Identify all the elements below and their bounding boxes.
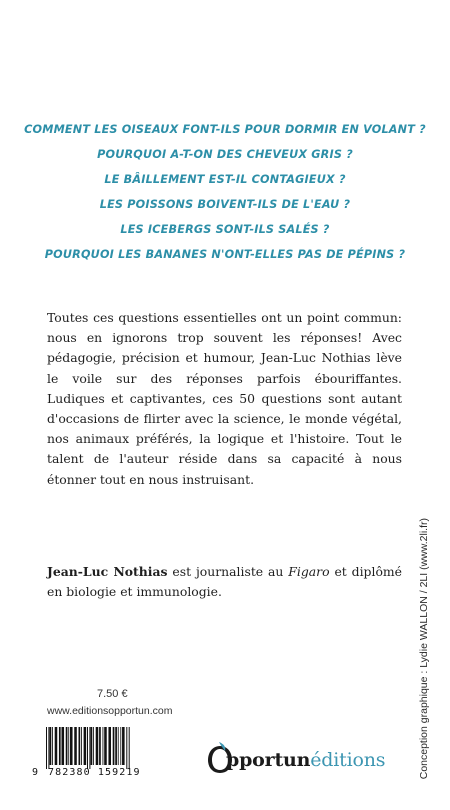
barcode-guard-bar bbox=[46, 727, 47, 769]
isbn-barcode bbox=[32, 725, 180, 780]
barcode-guard-bar bbox=[48, 727, 49, 769]
design-credit: Conception graphique : Lydie WALLON / 2LI (www.2li.fr) bbox=[418, 518, 430, 780]
barcode-bar bbox=[59, 727, 61, 765]
isbn-first-digit: 9 bbox=[32, 767, 39, 778]
question-1: COMMENT LES OISEAUX FONT-ILS POUR DORMIR EN VOLANT ? bbox=[24, 123, 426, 136]
question-list bbox=[20, 122, 430, 272]
barcode-bar bbox=[96, 727, 99, 765]
barcode-bar bbox=[70, 727, 73, 765]
question-6: POURQUOI LES BANANES N'ONT-ELLES PAS DE PÉPINS ? bbox=[44, 248, 406, 261]
barcode-bar bbox=[52, 727, 53, 765]
question-5: LES ICEBERGS SONT-ILS SALÉS ? bbox=[120, 223, 330, 236]
barcode-guard-bar bbox=[87, 727, 88, 769]
barcode-bar bbox=[118, 727, 119, 765]
barcode-bar bbox=[93, 727, 94, 765]
bio-text-after: et diplômé en biologie et immunologie. bbox=[47, 564, 402, 600]
barcode-bar bbox=[68, 727, 69, 765]
logo-wordmark bbox=[226, 749, 385, 771]
publisher-logo bbox=[206, 742, 391, 776]
barcode-bar bbox=[122, 727, 125, 765]
logo-wordmark-light: éditions bbox=[310, 749, 386, 771]
barcode-bar bbox=[120, 727, 121, 765]
author-name: Jean-Luc Nothias bbox=[47, 564, 168, 579]
barcode-bar bbox=[113, 727, 115, 765]
question-2: POURQUOI A-T-ON DES CHEVEUX GRIS ? bbox=[97, 148, 353, 161]
isbn-digits: 782380 159219 bbox=[48, 767, 141, 778]
barcode-bar bbox=[55, 727, 58, 765]
bio-text-before: est journaliste au bbox=[167, 564, 289, 579]
barcode-bar bbox=[103, 727, 104, 765]
barcode-bar bbox=[74, 727, 77, 765]
barcode-bar bbox=[84, 727, 87, 765]
barcode-bar bbox=[115, 727, 117, 765]
blurb-paragraph: Toutes ces questions essentielles ont un point commun: nous en ignorons trop souvent les réponses! Avec pédagogie, précision et humour, Jean-Luc Nothias lève le voile sur des réponses parfois ébouriffantes. Ludiques et captivantes, ces 50 questions sont autant d'occasions de flirter avec la science, le monde végétal, nos animaux préférés, la logique et l'histoire. Tout le talent de l'auteur réside dans sa capacité à nous étonner tout en nous instruisant. bbox=[47, 310, 402, 487]
barcode-bar bbox=[79, 727, 81, 765]
logo-wordmark-bold: pportun bbox=[226, 749, 311, 771]
author-bio bbox=[47, 562, 402, 602]
publication-name: Figaro bbox=[288, 564, 330, 579]
barcode-bar bbox=[81, 727, 82, 765]
barcode-bar bbox=[104, 727, 107, 765]
barcode-bar bbox=[108, 727, 111, 765]
barcode-guard-bar bbox=[126, 727, 127, 769]
barcode-bars bbox=[32, 725, 180, 769]
question-4: LES POISSONS BOIVENT-ILS DE L'EAU ? bbox=[99, 198, 351, 211]
question-3: LE BÂILLEMENT EST-IL CONTAGIEUX ? bbox=[104, 173, 346, 186]
barcode-guard-bar bbox=[89, 727, 90, 769]
price-label: 7.50 € bbox=[97, 688, 128, 700]
barcode-bar bbox=[99, 727, 101, 765]
barcode-bar bbox=[91, 727, 93, 765]
barcode-bar bbox=[62, 727, 65, 765]
barcode-bar bbox=[50, 727, 52, 765]
barcode-guard-bar bbox=[129, 727, 130, 769]
barcode-bar bbox=[66, 727, 68, 765]
publisher-website: www.editionsopportun.com bbox=[47, 705, 173, 717]
